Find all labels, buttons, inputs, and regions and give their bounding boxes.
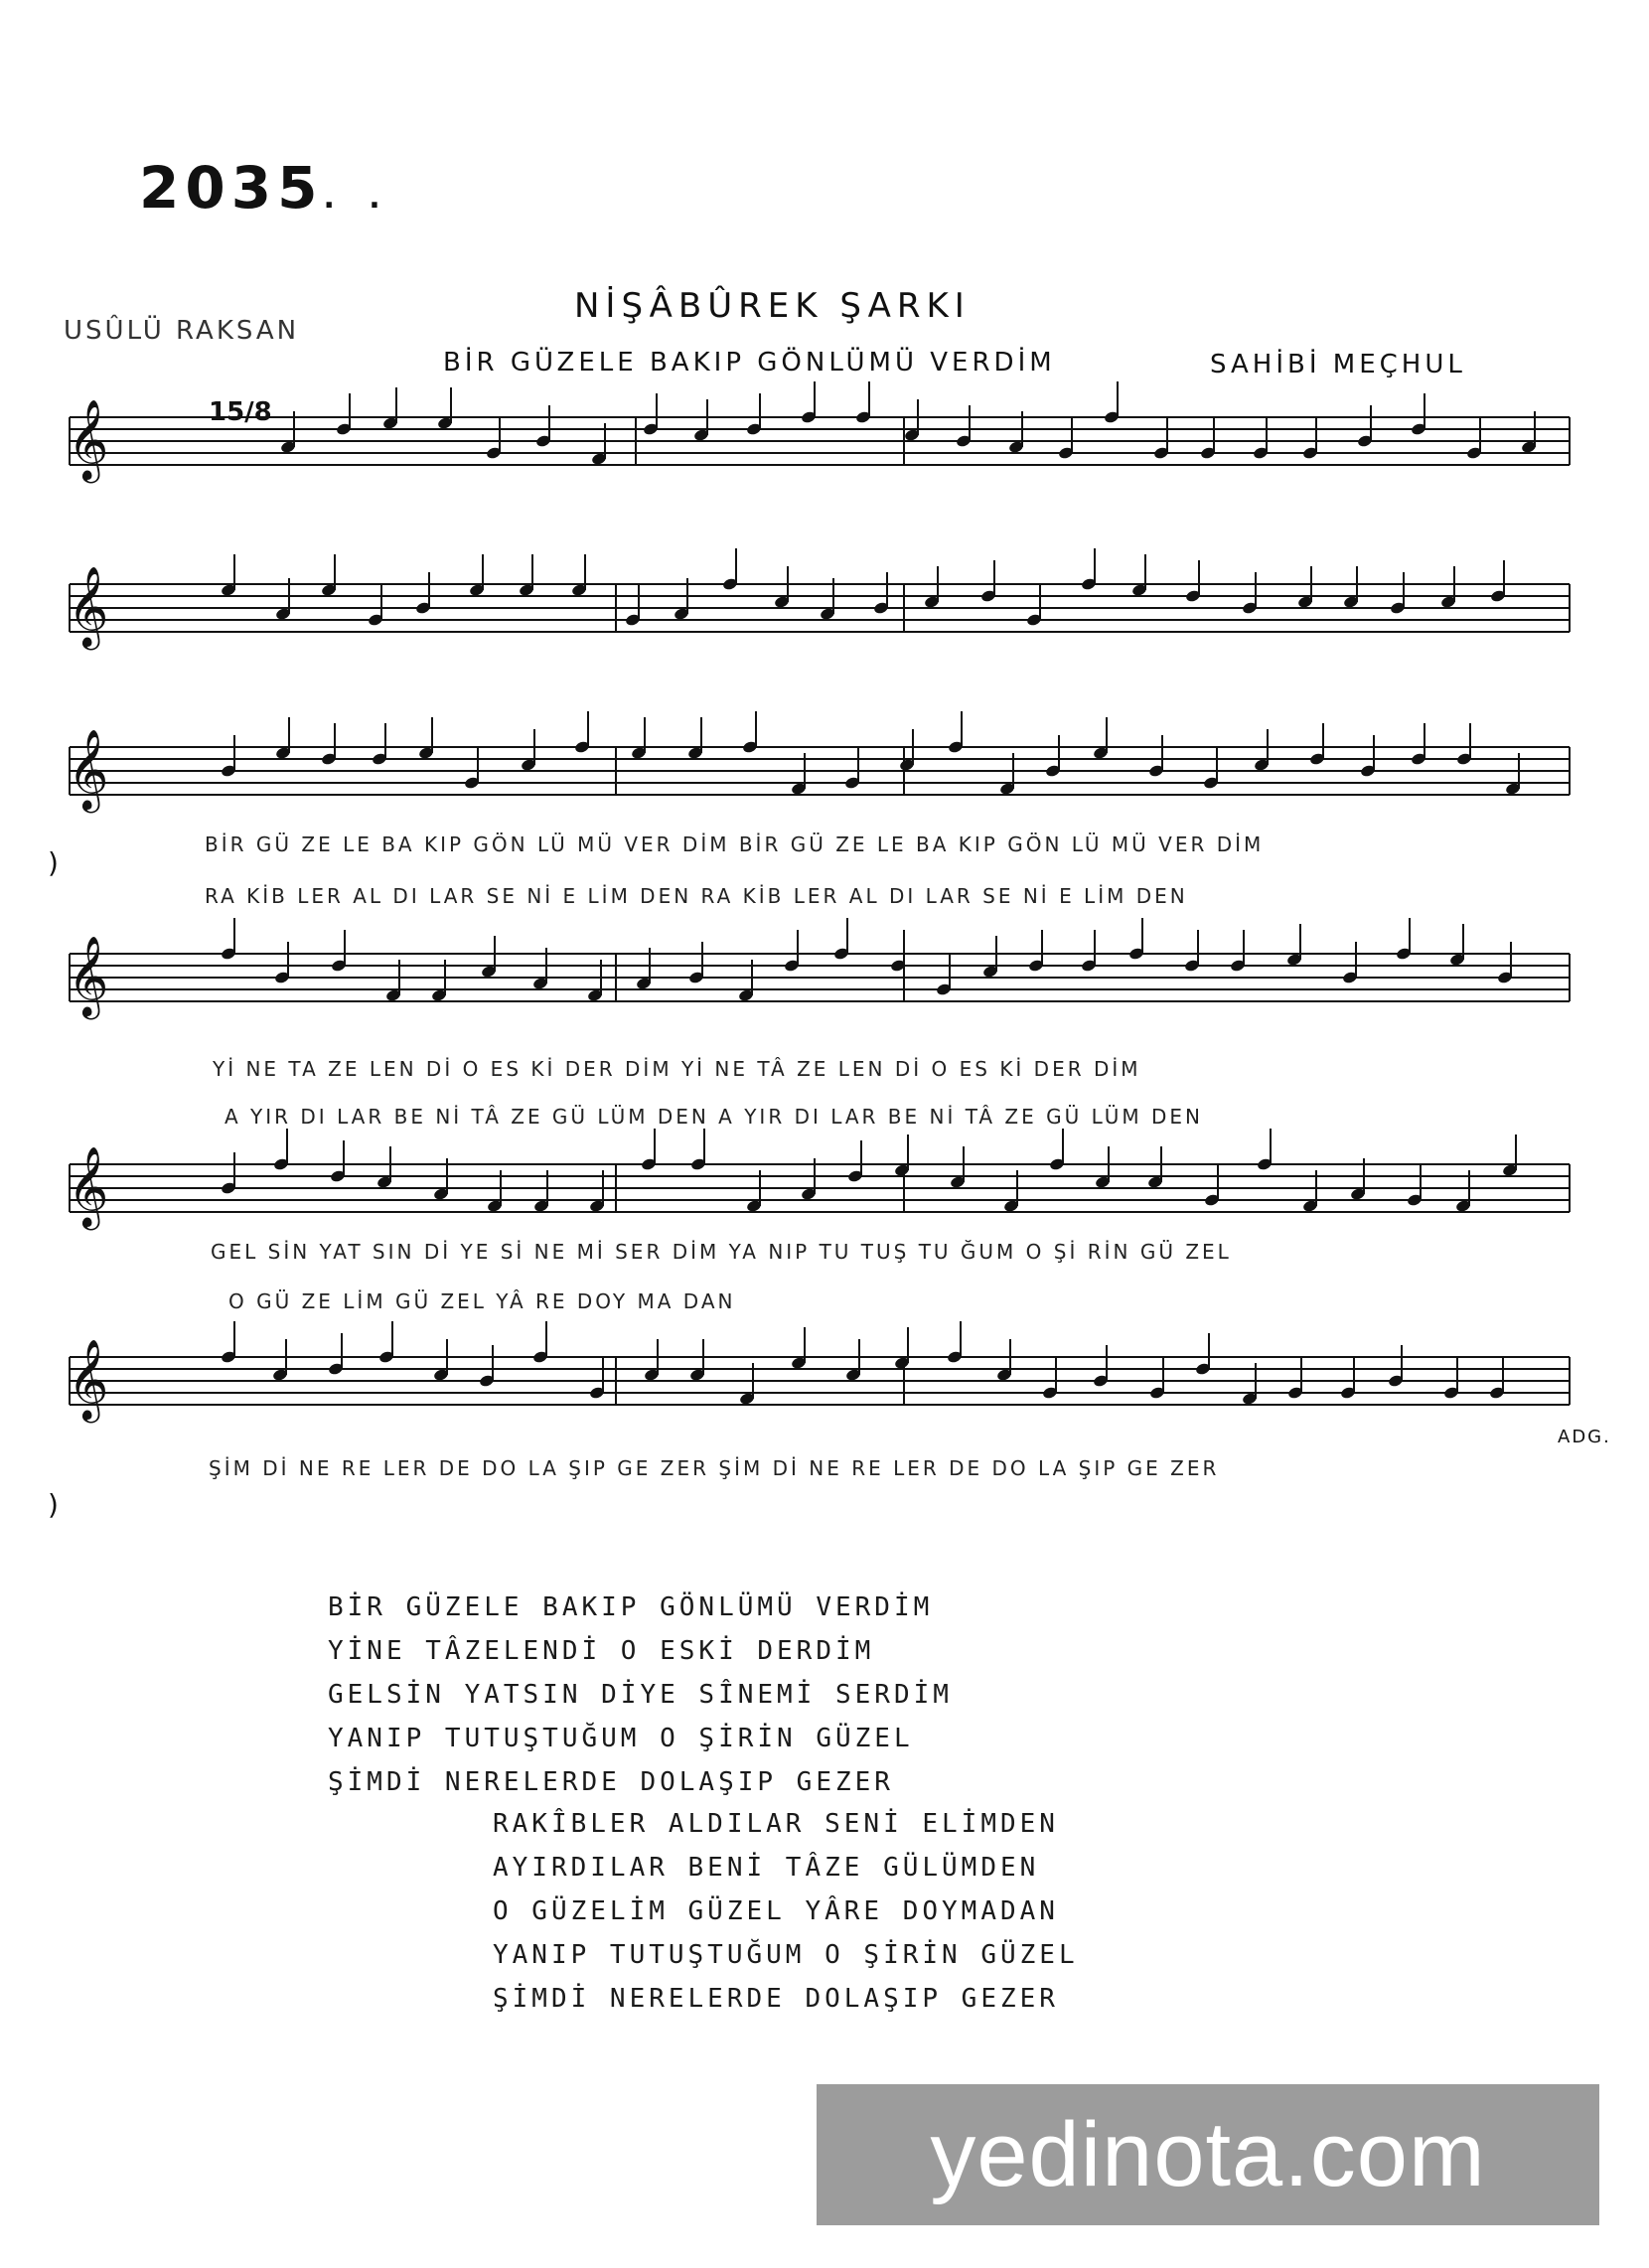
staff-system-1 — [60, 378, 1589, 527]
treble-clef: 𝄞 — [68, 398, 109, 480]
first-line-heading: BİR GÜZELE BAKIP GÖNLÜMÜ VERDİM — [443, 348, 1056, 378]
margin-mark: ) — [48, 1488, 59, 1521]
staff-2 — [60, 544, 1589, 693]
time-signature: 15/8 — [209, 397, 272, 427]
verse-line: O GÜZELİM GÜZEL YÂRE DOYMADAN — [493, 1896, 1059, 1926]
verse-line: AYIRDILAR BENİ TÂZE GÜLÜMDEN — [493, 1853, 1040, 1883]
lyric-line-1: BİR GÜ ZE LE BA KIP GÖN LÜ MÜ VER DİM BİR GÜ ZE LE BA KIP GÖN LÜ MÜ VER DİM — [205, 832, 1265, 856]
treble-clef: 𝄞 — [68, 1338, 109, 1420]
catalog-number-dots: . . — [323, 181, 392, 216]
verse-line: ŞİMDİ NERELERDE DOLAŞIP GEZER — [493, 1984, 1059, 2014]
staff-1 — [60, 378, 1589, 527]
verse-1 — [328, 1586, 953, 1804]
staff-system-2 — [60, 544, 1589, 693]
usul-label: USÛLÜ RAKSAN — [64, 316, 300, 346]
verse-line: GELSİN YATSIN DİYE SÎNEMİ SERDİM — [328, 1680, 953, 1710]
lyric-line-2: RA KİB LER AL DI LAR SE Nİ E LİM DEN RA KİB LER AL DI LAR SE Nİ E LİM DEN — [205, 884, 1188, 908]
catalog-number — [139, 154, 392, 222]
margin-mark: ) — [48, 846, 59, 879]
copyist-initials: ADG. — [1558, 1427, 1611, 1447]
lyric-line-5: GEL SİN YAT SIN Dİ YE Sİ NE Mİ SER DİM YA NIP TU TUŞ TU ĞUM O Şİ RİN GÜ ZEL — [211, 1240, 1232, 1264]
staff-6 — [60, 1317, 1589, 1466]
lyric-line-6: O GÜ ZE LİM GÜ ZEL YÂ RE DOY MA DAN — [228, 1289, 736, 1313]
composer-label: SAHİBİ MEÇHUL — [1210, 350, 1466, 379]
lyric-line-7: ŞİM Dİ NE RE LER DE DO LA ŞIP GE ZER ŞİM Dİ NE RE LER DE DO LA ŞIP GE ZER — [209, 1456, 1220, 1480]
treble-clef: 𝄞 — [68, 935, 109, 1016]
verse-line: YİNE TÂZELENDİ O ESKİ DERDİM — [328, 1636, 875, 1666]
watermark-text: yedinota.com — [930, 2104, 1486, 2205]
verse-line: YANIP TUTUŞTUĞUM O ŞİRİN GÜZEL — [328, 1724, 914, 1753]
treble-clef: 𝄞 — [68, 565, 109, 647]
verse-line: ŞİMDİ NERELERDE DOLAŞIP GEZER — [328, 1767, 894, 1797]
verse-line: BİR GÜZELE BAKIP GÖNLÜMÜ VERDİM — [328, 1592, 934, 1622]
catalog-number-value: 2035 — [139, 154, 324, 222]
treble-clef: 𝄞 — [68, 728, 109, 810]
verse-2 — [493, 1802, 1079, 2021]
staff-system-4 — [60, 914, 1589, 1063]
treble-clef: 𝄞 — [68, 1145, 109, 1227]
watermark-banner — [817, 2084, 1599, 2225]
staff-4 — [60, 914, 1589, 1063]
song-title: NİŞÂBÛREK ŞARKI — [574, 286, 971, 326]
staff-system-6 — [60, 1317, 1589, 1466]
lyric-line-3: Yİ NE TA ZE LEN Dİ O ES Kİ DER DİM Yİ NE TÂ ZE LEN Dİ O ES Kİ DER DİM — [213, 1057, 1141, 1081]
verse-line: RAKÎBLER ALDILAR SENİ ELİMDEN — [493, 1809, 1059, 1839]
verse-line: YANIP TUTUŞTUĞUM O ŞİRİN GÜZEL — [493, 1940, 1079, 1970]
lyric-line-4: A YIR DI LAR BE Nİ TÂ ZE GÜ LÜM DEN A YIR DI LAR BE Nİ TÂ ZE GÜ LÜM DEN — [225, 1105, 1204, 1129]
